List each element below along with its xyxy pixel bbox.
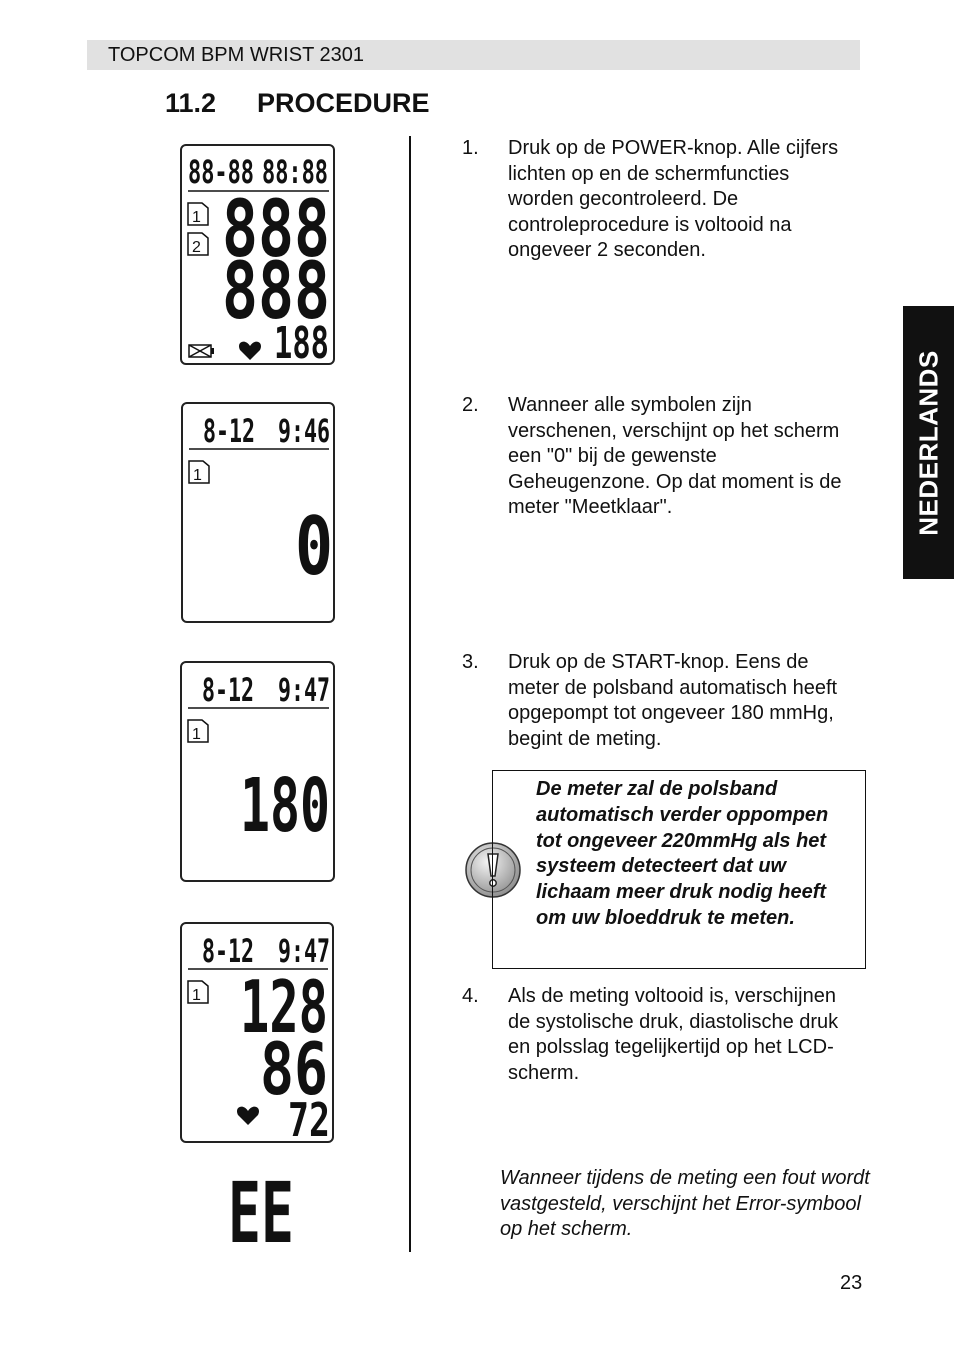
language-tab	[903, 306, 954, 579]
lcd-3-mem-1: 1	[192, 726, 201, 743]
lcd-1-systolic: 888	[222, 185, 330, 275]
lcd-4-time: 9:47	[278, 932, 330, 970]
lcd-1-date: 88-88	[188, 153, 254, 191]
heart-icon	[237, 1107, 259, 1125]
lcd-1-mem-1: 1	[192, 209, 201, 226]
lcd-screen-3	[180, 661, 335, 882]
error-symbol: EE	[228, 1176, 294, 1246]
memory-1-icon	[188, 981, 208, 1004]
lcd-4-diastolic: 86	[260, 1027, 328, 1111]
header-bar	[87, 40, 860, 70]
step-text: Als de meting voltooid is, verschijnen de systolische druk, diastolische druk en polsslag tegelijkertijd op het LCD-scherm.	[508, 985, 839, 1084]
note-text: De meter zal de polsband automatisch verder oppompen tot ongeveer 220mmHg als het systeem detecteert dat uw lichaam meer druk nodig heeft om uw bloeddruk te meten.	[536, 778, 829, 929]
step-number: 3.	[462, 651, 479, 673]
lcd-4-systolic: 128	[240, 965, 328, 1049]
step-text: Wanneer alle symbolen zijn verschenen, verschijnt op het scherm een "0" bij de gewenste Geheugenzone. Op dat moment is de meter "Meetklaar".	[508, 394, 842, 519]
lcd-4-date: 8-12	[202, 932, 254, 970]
lcd-screen-2-art	[183, 404, 337, 625]
lcd-1-pulse: 188	[274, 318, 329, 367]
memory-1-icon	[188, 720, 208, 743]
lcd-4-pulse: 72	[288, 1093, 330, 1145]
memory-2-icon	[188, 233, 208, 256]
language-tab-label: NEDERLANDS	[913, 349, 943, 536]
lcd-2-value: 0	[295, 500, 333, 593]
error-note: Wanneer tijdens de meting een fout wordt vastgesteld, verschijnt het Error-symbool op het scherm.	[500, 1167, 870, 1241]
section-title: PROCEDURE	[257, 88, 430, 118]
lcd-1-diastolic: 888	[222, 247, 330, 337]
section-number: 11.2	[165, 88, 217, 118]
memory-1-icon	[189, 461, 209, 484]
lcd-screen-4	[180, 922, 334, 1143]
section-heading	[165, 88, 430, 119]
lcd-3-date: 8-12	[202, 671, 254, 709]
lcd-2-date: 8-12	[203, 412, 255, 450]
lcd-2-time: 9:46	[278, 412, 330, 450]
lcd-1-time: 88:88	[262, 153, 328, 191]
battery-icon	[189, 345, 214, 357]
page-number: 23	[840, 1272, 863, 1294]
memory-1-icon	[188, 203, 208, 226]
lcd-screen-1	[180, 144, 335, 365]
lcd-1-mem-2: 2	[192, 239, 201, 256]
lcd-3-time: 9:47	[278, 671, 330, 709]
step-number: 1.	[462, 137, 479, 159]
lcd-screen-1-art	[182, 146, 337, 367]
lcd-screen-3-art	[182, 663, 337, 884]
heart-icon	[239, 342, 261, 360]
step-text: Druk op de POWER-knop. Alle cijfers lichten op en de schermfuncties worden gecontroleerd. De controleprocedure is voltooid na ongeveer 2 seconden.	[508, 137, 839, 262]
step-text: Druk op de START-knop. Eens de meter de polsband automatisch heeft opgepompt tot ongeveer 180 mmHg, begint de meting.	[508, 651, 838, 750]
lcd-3-value: 180	[240, 763, 330, 849]
lcd-screen-2	[181, 402, 335, 623]
error-symbol-display	[228, 1176, 300, 1246]
step-number: 4.	[462, 985, 479, 1007]
lcd-screen-4-art	[182, 924, 336, 1145]
lcd-4-mem-1: 1	[192, 987, 201, 1004]
column-divider	[409, 136, 411, 1252]
header-title: TOPCOM BPM WRIST 2301	[108, 44, 364, 66]
note-box	[492, 770, 866, 969]
lcd-2-mem-1: 1	[193, 467, 202, 484]
step-number: 2.	[462, 394, 479, 416]
